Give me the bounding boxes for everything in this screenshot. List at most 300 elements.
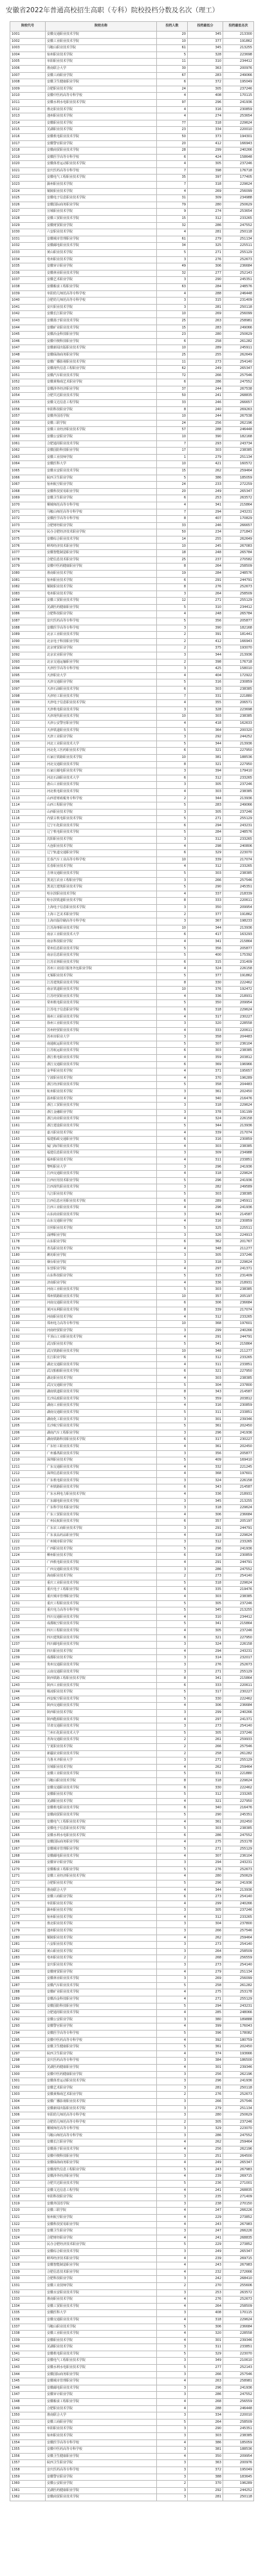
cell-min-score: 305	[188, 1908, 223, 1915]
cell-min-rank: 257546	[223, 877, 254, 884]
cell-min-score: 307	[188, 1853, 223, 1860]
cell-min-rank: 233265	[223, 837, 254, 844]
cell-min-score: 311	[188, 1361, 223, 1368]
cell-code: 1295	[10, 2037, 46, 2044]
cell-min-score: 398	[188, 659, 223, 666]
cell-admitted: 3	[157, 1948, 188, 1955]
table-row	[10, 2160, 254, 2167]
cell-code: 1284	[10, 1962, 46, 1969]
table-row	[10, 1511, 254, 1519]
cell-code: 1278	[10, 1921, 46, 1928]
cell-min-score: 242	[188, 2276, 223, 2283]
cell-code: 1073	[10, 522, 46, 529]
cell-min-rank: 189888	[223, 2016, 254, 2023]
cell-code: 1186	[10, 1293, 46, 1300]
cell-admitted: 5	[157, 2166, 188, 2174]
cell-school-name: 阜阳科技职业学院	[46, 406, 157, 413]
cell-min-rank: 176718	[223, 659, 254, 666]
cell-code: 1153	[10, 1068, 46, 1075]
cell-min-score: 394	[188, 768, 223, 775]
cell-min-rank: 266657	[223, 522, 254, 529]
cell-school-name: 安徽商贸职业技术学院	[46, 2494, 157, 2501]
cell-admitted: 2	[157, 632, 188, 639]
cell-admitted: 3	[157, 1184, 188, 1191]
cell-min-score: 299	[188, 1900, 223, 1908]
cell-min-rank: 221880	[223, 693, 254, 700]
cell-min-rank: 236684	[223, 1300, 254, 1307]
cell-school-name: 河南职业技术学院	[46, 1314, 157, 1321]
cell-code: 1260	[10, 1798, 46, 1805]
cell-min-score: 294	[188, 1860, 223, 1867]
cell-admitted: 5	[157, 1123, 188, 1130]
cell-admitted: 2	[157, 2481, 188, 2488]
cell-code: 1189	[10, 1314, 46, 1321]
cell-min-score: 266	[188, 2371, 223, 2378]
cell-min-score: 336	[188, 993, 223, 1000]
cell-min-score: 344	[188, 795, 223, 802]
cell-admitted: 3	[157, 1150, 188, 1157]
cell-code: 1222	[10, 1539, 46, 1546]
cell-code: 1135	[10, 945, 46, 952]
cell-school-name: 亳州职业技术学院	[46, 1955, 157, 1962]
cell-min-rank: 202450	[223, 2044, 254, 2051]
cell-min-rank: 252673	[223, 256, 254, 263]
cell-admitted: 4	[157, 700, 188, 707]
cell-min-score: 316	[188, 106, 223, 113]
cell-min-rank: 229624	[223, 120, 254, 127]
cell-admitted: 8	[157, 761, 188, 768]
table-row	[10, 1027, 254, 1034]
cell-min-rank: 218339	[223, 891, 254, 898]
cell-code: 1013	[10, 113, 46, 120]
cell-school-name: 江苏建筑职业技术学院	[46, 980, 157, 987]
cell-min-rank: 205197	[223, 1293, 254, 1300]
cell-min-rank: 268835	[223, 393, 254, 400]
cell-school-name: 皖西卫生职业学院	[46, 2460, 157, 2467]
cell-min-rank: 259464	[223, 1764, 254, 1771]
cell-admitted: 4	[157, 2235, 188, 2242]
cell-school-name: 安徽综合职业技术学院	[46, 2248, 157, 2255]
cell-min-rank: 226158	[223, 1642, 254, 1649]
cell-min-rank: 250629	[223, 332, 254, 339]
table-row	[10, 632, 254, 639]
table-row	[10, 591, 254, 598]
cell-admitted: 5	[157, 802, 188, 810]
cell-code: 1166	[10, 1157, 46, 1164]
cell-min-score: 279	[188, 1969, 223, 1976]
cell-admitted: 3	[157, 1669, 188, 1676]
table-row	[10, 1607, 254, 1615]
cell-min-rank: 237246	[223, 161, 254, 168]
cell-min-score: 312	[188, 1539, 223, 1546]
cell-min-score: 340	[188, 1095, 223, 1103]
table-row	[10, 741, 254, 748]
cell-code: 1308	[10, 2126, 46, 2133]
cell-min-rank: 257546	[223, 1928, 254, 1935]
cell-school-name: 安徽卫生职业学院	[46, 2228, 157, 2235]
cell-admitted: 2	[157, 638, 188, 645]
cell-min-score: 271	[188, 598, 223, 605]
cell-school-name: 安徽科技贸易职业学院	[46, 488, 157, 495]
table-row	[10, 1280, 254, 1287]
cell-school-name: 大连职业技术学院	[46, 843, 157, 850]
cell-code: 1158	[10, 1103, 46, 1110]
cell-admitted: 4	[157, 2378, 188, 2385]
cell-school-name: 安徽中医药高等专科学校	[46, 2037, 157, 2044]
cell-min-rank: 250629	[223, 202, 254, 209]
cell-code: 1065	[10, 468, 46, 475]
cell-min-rank: 230859	[223, 1553, 254, 1560]
cell-school-name: 安徽外国语学院	[46, 413, 157, 421]
cell-min-score: 335	[188, 1587, 223, 1594]
cell-code: 1016	[10, 133, 46, 140]
cell-school-name: 江西现代职业技术学院	[46, 1184, 157, 1191]
table-row	[10, 1082, 254, 1089]
cell-min-score: 329	[188, 2126, 223, 2133]
cell-min-rank: 230859	[223, 1137, 254, 1144]
cell-school-name: 安徽医学高等专科学校	[46, 154, 157, 161]
cell-min-rank: 175392	[223, 952, 254, 960]
cell-admitted: 30	[157, 65, 188, 72]
cell-min-score: 312	[188, 1792, 223, 1799]
cell-min-rank: 249066	[223, 802, 254, 810]
cell-min-score: 345	[188, 45, 223, 52]
cell-admitted: 4	[157, 1143, 188, 1150]
table-row	[10, 2337, 254, 2344]
cell-school-name: 长沙民政职业技术学院	[46, 1396, 157, 1403]
table-row	[10, 2085, 254, 2092]
table-row	[10, 454, 254, 461]
cell-min-score: 331	[188, 1771, 223, 1778]
cell-min-score: 248	[188, 611, 223, 618]
cell-min-score: 318	[188, 1580, 223, 1587]
cell-code: 1001	[10, 32, 46, 39]
cell-min-score: 271	[188, 1996, 223, 2003]
table-row	[10, 1307, 254, 1314]
cell-admitted: 19	[157, 570, 188, 577]
table-row	[10, 325, 254, 332]
table-row	[10, 386, 254, 393]
document-title: 安徽省2022年普通高校招生高职（专科）院校投档分数及名次（理工）	[6, 6, 219, 14]
table-row	[10, 502, 254, 509]
cell-code: 1075	[10, 536, 46, 543]
cell-school-name: 武汉交通职业学院	[46, 1382, 157, 1389]
cell-min-rank: 250629	[223, 2112, 254, 2119]
cell-min-rank: 258509	[223, 2419, 254, 2426]
cell-min-score: 285	[188, 2010, 223, 2017]
cell-code: 1303	[10, 2092, 46, 2099]
table-row	[10, 1300, 254, 1307]
table-row	[10, 1457, 254, 1464]
cell-code: 1347	[10, 2392, 46, 2399]
cell-min-rank: 209954	[223, 2453, 254, 2460]
cell-admitted: 4	[157, 113, 188, 120]
table-row	[10, 1778, 254, 1785]
cell-code: 1349	[10, 2405, 46, 2412]
table-row	[10, 372, 254, 379]
cell-school-name: 安徽黄梅戏艺术职业学院	[46, 2092, 157, 2099]
cell-code: 1027	[10, 209, 46, 216]
table-row	[10, 2344, 254, 2351]
cell-admitted: 10	[157, 987, 188, 994]
table-row	[10, 1832, 254, 1839]
table-row	[10, 1041, 254, 1048]
cell-code: 1276	[10, 1908, 46, 1915]
table-row	[10, 127, 254, 134]
cell-admitted: 3	[157, 1908, 188, 1915]
cell-min-score: 384	[188, 2058, 223, 2065]
cell-admitted: 4	[157, 1171, 188, 1178]
cell-min-score: 262	[188, 2139, 223, 2146]
cell-min-score: 318	[188, 1171, 223, 1178]
cell-min-rank: 230859	[223, 1218, 254, 1226]
cell-min-score: 368	[188, 1471, 223, 1478]
cell-min-score: 236	[188, 2181, 223, 2188]
table-row	[10, 727, 254, 734]
cell-admitted: 24	[157, 86, 188, 93]
cell-min-score: 247	[188, 2228, 223, 2235]
table-row	[10, 795, 254, 802]
cell-school-name: 广东轻工职业技术学院	[46, 1443, 157, 1450]
cell-school-name: 安庆医药高等专科学校	[46, 2467, 157, 2474]
cell-school-name: 安徽文达信息工程学院	[46, 2187, 157, 2194]
cell-min-rank: 176043	[223, 2023, 254, 2031]
table-row	[10, 1587, 254, 1594]
cell-code: 1011	[10, 99, 46, 106]
cell-admitted: 3	[157, 2098, 188, 2105]
table-row	[10, 1048, 254, 1055]
cell-code: 1150	[10, 1048, 46, 1055]
cell-admitted: 4	[157, 1839, 188, 1846]
cell-school-name: 安徽电气工程职业技术学院	[46, 175, 157, 182]
cell-min-score: 370	[188, 1075, 223, 1082]
cell-min-rank: 186500	[223, 2058, 254, 2065]
cell-code: 1022	[10, 175, 46, 182]
table-row	[10, 475, 254, 482]
cell-code: 1277	[10, 1914, 46, 1921]
table-row	[10, 911, 254, 918]
table-row	[10, 1103, 254, 1110]
cell-school-name: 山东科技职业学院	[46, 1273, 157, 1280]
cell-min-score: 304	[188, 1382, 223, 1389]
cell-min-score: 306	[188, 2324, 223, 2331]
cell-school-name: 西安航空职业技术学院	[46, 1696, 157, 1703]
cell-code: 1312	[10, 2153, 46, 2160]
cell-code: 1160	[10, 1116, 46, 1123]
cell-school-name: 宁波职业技术学院	[46, 1075, 157, 1082]
cell-min-rank: 158648	[223, 154, 254, 161]
cell-admitted: 5	[157, 1396, 188, 1403]
cell-school-name: 南京工业职业技术大学	[46, 932, 157, 939]
cell-admitted: 5	[157, 1880, 188, 1887]
cell-code: 1051	[10, 372, 46, 379]
cell-min-rank: 234988	[223, 195, 254, 202]
cell-code: 1005	[10, 59, 46, 66]
cell-min-rank: 193070	[223, 645, 254, 652]
cell-admitted: 10	[157, 754, 188, 761]
cell-min-score: 321	[188, 1634, 223, 1642]
table-row	[10, 1634, 254, 1642]
cell-school-name: 徐州工业职业技术学院	[46, 1021, 157, 1028]
cell-code: 1240	[10, 1662, 46, 1669]
cell-code: 1228	[10, 1580, 46, 1587]
cell-school-name: 天津医学高等专科学校	[46, 666, 157, 673]
cell-min-rank: 251134	[223, 236, 254, 243]
cell-code: 1309	[10, 2132, 46, 2139]
cell-min-score: 268	[188, 2399, 223, 2406]
cell-school-name: 合肥职业技术学院	[46, 2405, 157, 2412]
cell-min-rank: 236684	[223, 1703, 254, 1710]
cell-min-rank: 270582	[223, 556, 254, 564]
table-row	[10, 86, 254, 93]
table-row	[10, 754, 254, 761]
cell-min-score: 298	[188, 843, 223, 850]
cell-min-rank: 214587	[223, 1484, 254, 1492]
cell-min-score: 390	[188, 625, 223, 632]
cell-min-score: 378	[188, 1109, 223, 1116]
cell-min-rank: 238385	[223, 1826, 254, 1833]
table-row	[10, 2269, 254, 2276]
table-row	[10, 898, 254, 905]
cell-school-name: 深圳职业技术学院	[46, 1457, 157, 1464]
header-min-rank: 投档最低名次	[223, 22, 254, 32]
cell-school-name: 安徽财贸职业学院	[46, 222, 157, 229]
table-row	[10, 2358, 254, 2365]
cell-code: 1098	[10, 693, 46, 700]
table-row	[10, 393, 254, 400]
cell-admitted: 4	[157, 1614, 188, 1621]
header-code: 院校代号	[10, 22, 46, 32]
cell-code: 1042	[10, 311, 46, 318]
cell-admitted: 6	[157, 1894, 188, 1901]
cell-min-score: 373	[188, 133, 223, 140]
cell-min-score: 264	[188, 2419, 223, 2426]
cell-min-score: 307	[188, 1041, 223, 1048]
cell-min-score: 244	[188, 413, 223, 421]
table-row	[10, 1348, 254, 1355]
cell-code: 1055	[10, 400, 46, 407]
cell-school-name: 安徽广播影视职业技术学院	[46, 359, 157, 366]
cell-min-score: 306	[188, 1703, 223, 1710]
cell-school-name: 安徽警官职业学院	[46, 2023, 157, 2031]
cell-school-name: 安徽审计职业学院	[46, 2392, 157, 2399]
cell-school-name: 湖南工业职业技术学院	[46, 1403, 157, 1410]
cell-school-name: 安徽商贸职业技术学院	[46, 147, 157, 155]
table-row	[10, 2105, 254, 2112]
cell-school-name: 池州职业技术学院	[46, 113, 157, 120]
cell-admitted: 5	[157, 1792, 188, 1799]
cell-code: 1078	[10, 556, 46, 564]
table-row	[10, 52, 254, 59]
table-row	[10, 209, 254, 216]
cell-min-rank: 257546	[223, 1744, 254, 1751]
cell-min-rank: 229624	[223, 1259, 254, 1266]
cell-min-rank: 191862	[223, 972, 254, 980]
cell-admitted: 2	[157, 659, 188, 666]
cell-min-rank: 254140	[223, 1894, 254, 1901]
cell-admitted: 4	[157, 1819, 188, 1826]
cell-min-rank: 233265	[223, 1539, 254, 1546]
cell-min-score: 264	[188, 1948, 223, 1955]
table-row	[10, 1177, 254, 1184]
cell-code: 1140	[10, 980, 46, 987]
cell-min-score: 341	[188, 1676, 223, 1683]
cell-admitted: 4	[157, 1471, 188, 1478]
cell-code: 1329	[10, 2269, 46, 2276]
cell-admitted: 4	[157, 2316, 188, 2324]
cell-admitted: 3	[157, 2474, 188, 2481]
cell-admitted: 5	[157, 1580, 188, 1587]
cell-min-score: 306	[188, 1300, 223, 1307]
cell-min-rank: 262196	[223, 2146, 254, 2154]
cell-min-rank: 222462	[223, 1785, 254, 1792]
table-row	[10, 2289, 254, 2297]
cell-admitted: 3	[157, 277, 188, 284]
cell-school-name: 山东职业学院	[46, 1239, 157, 1246]
table-row	[10, 761, 254, 768]
cell-admitted: 3	[157, 768, 188, 775]
cell-min-score: 266	[188, 372, 223, 379]
cell-school-name: 乌鲁木齐职业大学	[46, 1757, 157, 1765]
cell-min-score: 238	[188, 2201, 223, 2208]
cell-min-score: 337	[188, 891, 223, 898]
cell-code: 1359	[10, 2474, 46, 2481]
cell-code: 1104	[10, 734, 46, 741]
cell-code: 1344	[10, 2371, 46, 2378]
cell-code: 1010	[10, 93, 46, 100]
cell-min-rank: 241371	[223, 1716, 254, 1723]
cell-code: 1106	[10, 748, 46, 755]
cell-code: 1314	[10, 2166, 46, 2174]
cell-min-score: 345	[188, 1498, 223, 1505]
cell-code: 1079	[10, 564, 46, 571]
table-row	[10, 1409, 254, 1416]
cell-min-rank: 205197	[223, 1519, 254, 1526]
cell-school-name: 合肥职业技术学院	[46, 1880, 157, 1887]
cell-code: 1020	[10, 161, 46, 168]
cell-school-name: 福建信息职业技术学院	[46, 1150, 157, 1157]
cell-code: 1226	[10, 1566, 46, 1573]
cell-min-score: 276	[188, 584, 223, 591]
cell-min-rank: 220611	[223, 898, 254, 905]
cell-admitted: 4	[157, 966, 188, 973]
cell-min-score: 283	[188, 802, 223, 810]
cell-admitted: 5	[157, 2044, 188, 2051]
cell-admitted: 7	[157, 440, 188, 448]
table-row	[10, 175, 254, 182]
table-row	[10, 509, 254, 516]
cell-school-name: 苏州经贸职业技术学院	[46, 1027, 157, 1034]
cell-min-rank: 241936	[223, 1880, 254, 1887]
table-row	[10, 2235, 254, 2242]
cell-min-score: 343	[188, 1484, 223, 1492]
cell-min-score: 374	[188, 2050, 223, 2058]
cell-code: 1154	[10, 1075, 46, 1082]
cell-school-name: 淮北职业技术学院	[46, 106, 157, 113]
cell-admitted: 4	[157, 1403, 188, 1410]
cell-min-rank: 247552	[223, 1566, 254, 1573]
cell-admitted: 5	[157, 2351, 188, 2358]
cell-school-name: 安徽工贸职业技术学院	[46, 598, 157, 605]
cell-code: 1177	[10, 1232, 46, 1239]
cell-min-rank: 219476	[223, 1587, 254, 1594]
table-row	[10, 925, 254, 932]
cell-admitted: 10	[157, 38, 188, 45]
cell-min-rank: 256559	[223, 1955, 254, 1962]
table-row	[10, 202, 254, 209]
cell-code: 1200	[10, 1389, 46, 1396]
cell-min-score: 274	[188, 209, 223, 216]
